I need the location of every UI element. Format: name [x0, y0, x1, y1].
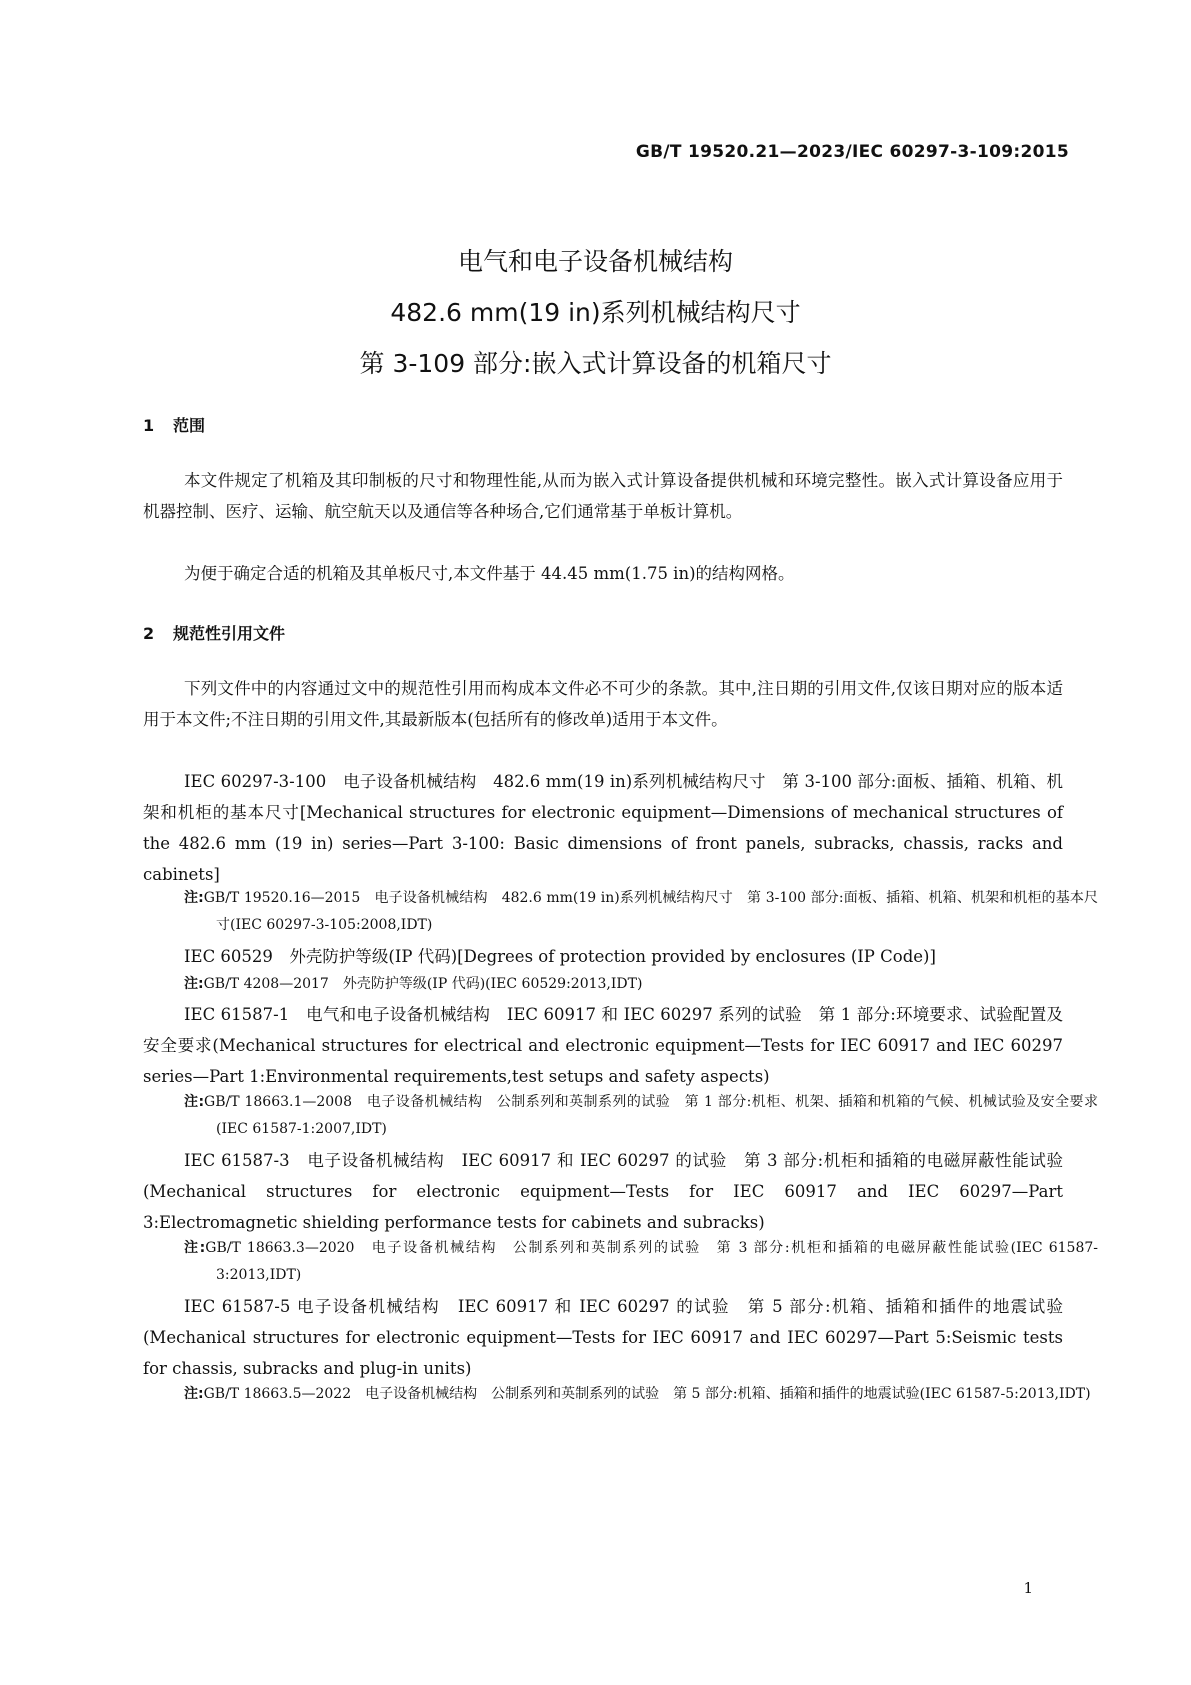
title-line-1: 电气和电子设备机械结构: [457, 247, 733, 276]
reference-iec-61587-5: IEC 61587-5 电子设备机械结构 IEC 60917 和 IEC 60297 的试验 第 5 部分:机箱、插箱和插件的地震试验(Mechanical structures for electronic equipment—Tests for IEC 60917 and IEC 60297—Part 5:Seismic tests for chassis, subracks and plug-in units): [143, 1297, 1063, 1378]
section-2-title: 规范性引用文件: [173, 624, 286, 643]
note-label: 注:: [184, 890, 204, 906]
note-text: GB/T 4208—2017 外壳防护等级(IP 代码)(IEC 60529:2013,IDT): [203, 976, 643, 992]
scope-paragraph-2: 为便于确定合适的机箱及其单板尺寸,本文件基于 44.45 mm(1.75 in)的结构网格。: [184, 564, 795, 583]
section-1-heading: [143, 413, 205, 436]
note-label: 注:: [184, 1386, 204, 1402]
note-label: 注:: [184, 1094, 205, 1110]
section-1-number: 1: [143, 416, 155, 435]
note-text: GB/T 18663.3—2020 电子设备机械结构 公制系列和英制系列的试验 第 3 部分:机柜和插箱的电磁屏蔽性能试验(IEC 61587-3:2013,IDT): [205, 1240, 1098, 1283]
section-1-title: 范围: [173, 416, 206, 435]
section-2-number: 2: [143, 624, 155, 643]
reference-note-5: [184, 1381, 1098, 1408]
note-label: 注:: [184, 1240, 206, 1256]
reference-iec-61587-3: IEC 61587-3 电子设备机械结构 IEC 60917 和 IEC 60297 的试验 第 3 部分:机柜和插箱的电磁屏蔽性能试验(Mechanical structures for electronic equipment—Tests for IEC 60917 and IEC 60297—Part 3:Electromagnetic shielding performance tests for cabinets and subracks): [143, 1151, 1063, 1232]
note-text: GB/T 18663.1—2008 电子设备机械结构 公制系列和英制系列的试验 第 1 部分:机柜、机架、插箱和机箱的气候、机械试验及安全要求(IEC 61587-1:2007,IDT): [204, 1094, 1098, 1137]
reference-note-3: [184, 1089, 1098, 1143]
standard-code: GB/T 19520.21—2023/IEC 60297-3-109:2015: [635, 142, 1069, 162]
reference-iec-60529: IEC 60529 外壳防护等级(IP 代码)[Degrees of protection provided by enclosures (IP Code)]: [184, 947, 936, 966]
reference-note-2: [184, 971, 1098, 998]
reference-iec-60297-3-100: IEC 60297-3-100 电子设备机械结构 482.6 mm(19 in)系列机械结构尺寸 第 3-100 部分:面板、插箱、机箱、机架和机柜的基本尺寸[Mechanical structures for electronic equipment—Dimensions of mechanical structures of the 482.6 mm (19 in) series—Part 3-100: Basic dimensions of front panels, subracks, chassis, racks and cabinets]: [143, 772, 1063, 884]
reference-note-1: [184, 885, 1098, 939]
section-2-heading: [143, 621, 285, 644]
title-line-3: 第 3-109 部分:嵌入式计算设备的机箱尺寸: [359, 349, 832, 378]
note-text: GB/T 19520.16—2015 电子设备机械结构 482.6 mm(19 in)系列机械结构尺寸 第 3-100 部分:面板、插箱、机箱、机架和机柜的基本尺寸(IEC 60297-3-105:2008,IDT): [203, 890, 1098, 933]
note-label: 注:: [184, 976, 204, 992]
page-number: 1: [1023, 1579, 1033, 1597]
document-title: [0, 236, 1191, 389]
note-text: GB/T 18663.5—2022 电子设备机械结构 公制系列和英制系列的试验 第 5 部分:机箱、插箱和插件的地震试验(IEC 61587-5:2013,IDT): [203, 1386, 1091, 1402]
references-intro: 下列文件中的内容通过文中的规范性引用而构成本文件必不可少的条款。其中,注日期的引用文件,仅该日期对应的版本适用于本文件;不注日期的引用文件,其最新版本(包括所有的修改单)适用于本文件。: [143, 679, 1063, 729]
scope-paragraph-1: 本文件规定了机箱及其印制板的尺寸和物理性能,从而为嵌入式计算设备提供机械和环境完整性。嵌入式计算设备应用于机器控制、医疗、运输、航空航天以及通信等各种场合,它们通常基于单板计算机。: [143, 471, 1063, 521]
reference-note-4: [184, 1235, 1098, 1289]
title-line-2: 482.6 mm(19 in)系列机械结构尺寸: [390, 298, 801, 327]
reference-iec-61587-1: IEC 61587-1 电气和电子设备机械结构 IEC 60917 和 IEC 60297 系列的试验 第 1 部分:环境要求、试验配置及安全要求(Mechanical structures for electrical and electronic equipment—Tests for IEC 60917 and IEC 60297 series—Part 1:Environmental requirements,test setups and safety aspects): [143, 1005, 1063, 1086]
